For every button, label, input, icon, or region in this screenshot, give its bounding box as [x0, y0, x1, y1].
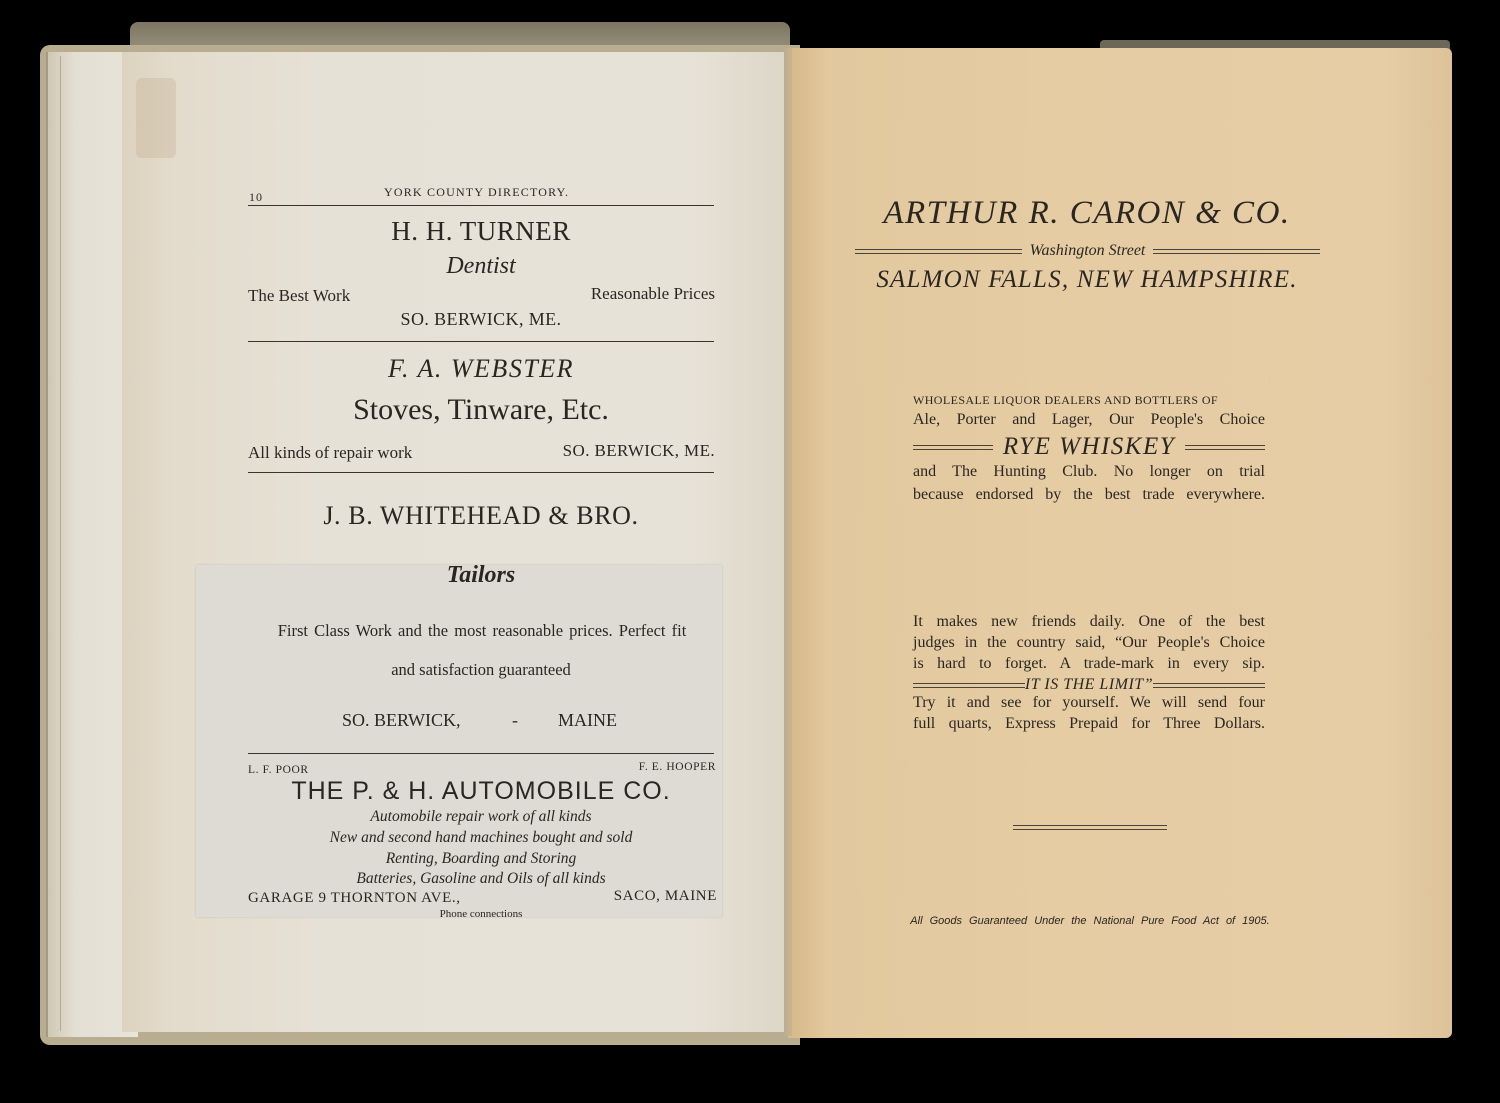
turner-ad-right-note: Reasonable Prices [590, 284, 715, 303]
double-rule-left [855, 249, 1022, 254]
turner-ad-profession: Dentist [446, 253, 516, 279]
double-rule-left [913, 683, 1025, 688]
ad-text-line: and The Hunting Club. No longer on trial [913, 463, 1265, 480]
turner-ad-name: H. H. TURNER [391, 216, 571, 246]
double-rule-right [1153, 683, 1265, 688]
header-rule [248, 205, 714, 206]
rye-whiskey-row [913, 432, 1265, 462]
guarantee-footer: All Goods Guaranteed Under the National Pure Food Act of 1905. [910, 915, 1270, 927]
ad-text-line: Ale, Porter and Lager, Our People's Choice [913, 411, 1265, 428]
book-gutter [784, 48, 792, 1036]
webster-ad-left-note: All kinds of repair work [248, 443, 413, 462]
ad-text-line: full quarts, Express Prepaid for Three Dollars. [913, 715, 1265, 732]
automobile-ad-partner-right: F. E. HOOPER [638, 761, 716, 773]
automobile-ad-line: Automobile repair work of all kinds [370, 808, 592, 825]
turner-ad-address: SO. BERWICK, ME. [400, 309, 562, 329]
rye-whiskey-feature: RYE WHISKEY [1002, 433, 1176, 460]
automobile-ad-phone: Phone connections [439, 908, 523, 920]
caron-street-row [855, 241, 1320, 261]
whitehead-ad-line-1: First Class Work and the most reasonable prices. Perfect fit [277, 621, 687, 640]
caron-company-name: ARTHUR R. CARON & CO. [883, 195, 1291, 231]
ad-divider-rule [248, 472, 714, 473]
automobile-ad-partner-left: L. F. POOR [248, 764, 309, 776]
whitehead-ad-profession: Tailors [446, 562, 516, 588]
double-rule-right [1185, 445, 1265, 450]
automobile-ad-line: Batteries, Gasoline and Oils of all kinds [356, 870, 606, 887]
whitehead-ad-town: SO. BERWICK, [342, 710, 461, 730]
whitehead-ad-name: J. B. WHITEHEAD & BRO. [323, 501, 639, 530]
double-rule-left [913, 445, 993, 450]
whitehead-ad-line-2: and satisfaction guaranteed [391, 660, 571, 679]
whitehead-ad-state: MAINE [558, 710, 617, 730]
automobile-ad-line: New and second hand machines bought and sold [329, 829, 633, 846]
paper-stain [136, 78, 176, 158]
automobile-ad-name: THE P. & H. AUTOMOBILE CO. [291, 777, 671, 805]
running-head: YORK COUNTY DIRECTORY. [384, 185, 570, 199]
limit-row [913, 675, 1265, 695]
end-double-rule [1013, 825, 1167, 830]
webster-ad-address: SO. BERWICK, ME. [562, 441, 715, 460]
ad-text-line: It makes new friends daily. One of the best [913, 613, 1265, 630]
limit-feature: IT IS THE LIMIT” [1024, 676, 1154, 693]
turner-ad-left-note: The Best Work [248, 286, 351, 305]
automobile-ad-address: GARAGE 9 THORNTON AVE., [248, 890, 461, 906]
ad-text-line: Try it and see for yourself. We will send four [913, 694, 1265, 711]
caron-street: Washington Street [1029, 242, 1146, 259]
caron-city: SALMON FALLS, NEW HAMPSHIRE. [876, 266, 1298, 293]
ad-text-line: because endorsed by the best trade everywhere. [913, 486, 1265, 503]
automobile-ad-line: Renting, Boarding and Storing [385, 850, 577, 867]
wholesale-heading: WHOLESALE LIQUOR DEALERS AND BOTTLERS OF [913, 393, 1218, 407]
whitehead-ad-separator: - [512, 710, 518, 730]
webster-ad-name: F. A. WEBSTER [387, 354, 575, 383]
automobile-ad-city: SACO, MAINE [613, 888, 717, 904]
ad-divider-rule [248, 341, 714, 342]
ad-text-line: is hard to forget. A trade-mark in every sip. [913, 655, 1265, 672]
page-number: 10 [249, 190, 263, 204]
flyleaf-edge-line [56, 56, 61, 1031]
ad-text-line: judges in the country said, “Our People's Choice [913, 634, 1265, 651]
webster-ad-goods: Stoves, Tinware, Etc. [353, 393, 609, 426]
double-rule-right [1153, 249, 1320, 254]
ad-divider-rule [248, 753, 714, 754]
